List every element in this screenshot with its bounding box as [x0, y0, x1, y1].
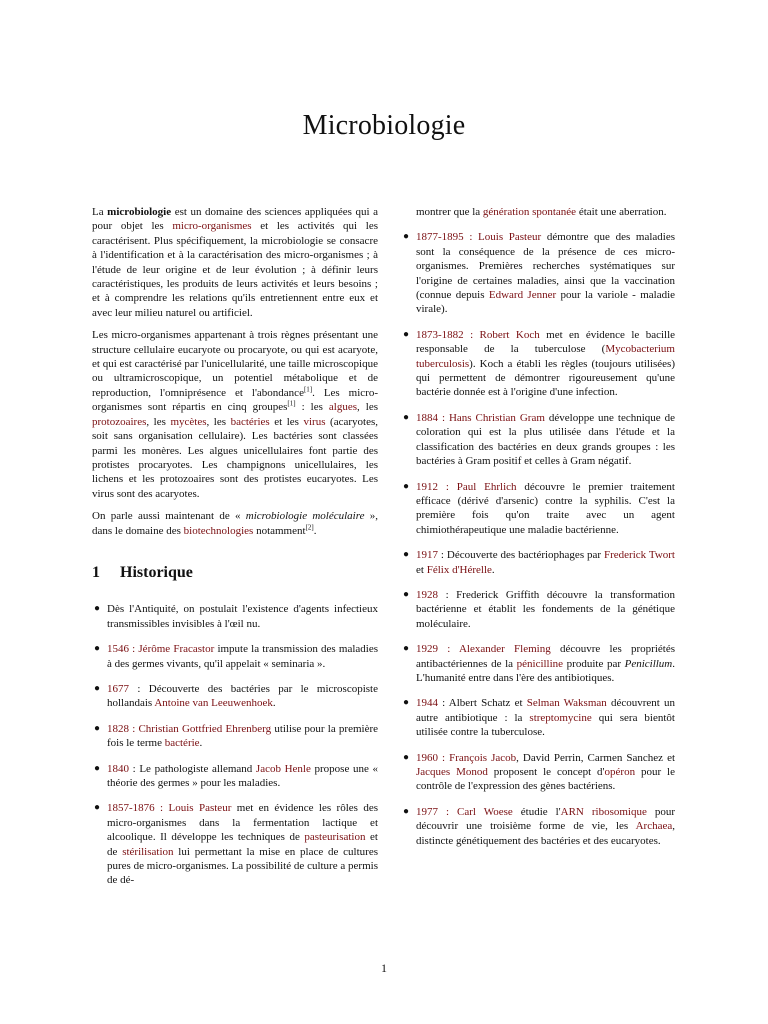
text-run: qui sera bientôt utilisée contre la tuberculose.: [416, 711, 675, 739]
text-run: pour le contrôle de l'expression des gènes bactériens.: [416, 766, 675, 793]
history-list-left: [92, 602, 378, 888]
link-archaea[interactable]: Archaea: [635, 820, 673, 833]
text-run: lui permettant la mise en place de cultures pures de micro-organismes. La possibilité de culture a permis de dé-: [107, 845, 378, 887]
link-ehrenberg[interactable]: 1828 : Christian Gottfried Ehrenberg: [107, 722, 272, 735]
text-run: et les activités qui les caractérisent. Plus spécifiquement, la microbiologie se consacre à l'identification et à la caractérisation des micro-organismes ; à l'étude de leur origine et de leur évolution ; à définir leurs caractéristiques, les produits de leurs activités et leurs besoins ; et à comprendre les relations qu'ils entretiennent entre eux et avec leur milieu naturel ou artificiel.: [92, 220, 378, 319]
list-item: [92, 602, 378, 631]
reference-link[interactable]: [2]: [305, 522, 314, 531]
intro-paragraph-3: [92, 509, 378, 538]
text-run: découvrent un autre antibiotique : la: [416, 697, 675, 724]
text-run: , David Perrin, Carmen Sanchez et: [516, 751, 676, 764]
link-alexander-fleming[interactable]: 1929 : Alexander Fleming: [416, 643, 551, 656]
link-bacterie[interactable]: bactérie: [164, 737, 200, 750]
list-item: [401, 328, 675, 400]
text-run: .: [313, 524, 317, 537]
text-run: met en évidence les rôles des micro-organismes dans la fermentation lactique et alcoolique. Il développe les techniques de: [107, 802, 378, 844]
text-run: et: [416, 563, 427, 576]
text-run: .: [272, 697, 276, 710]
link-operon[interactable]: opéron: [604, 766, 636, 778]
text-run: On parle aussi maintenant de «: [92, 510, 246, 523]
text-run: : les: [295, 401, 329, 414]
link-felix-dherelle[interactable]: Félix d'Hérelle: [426, 563, 492, 576]
text-run: et les: [269, 415, 304, 428]
text-run: produite par: [563, 657, 625, 670]
bullet-icon: ●: [94, 722, 101, 734]
text-run: La: [92, 206, 108, 218]
text-run: proposent le concept d': [487, 766, 605, 778]
text-run: étudie l': [512, 805, 561, 818]
list-item: [401, 588, 675, 631]
link-algues[interactable]: algues: [328, 401, 358, 414]
link-jerome-fracastor[interactable]: 1546 : Jérôme Fracastor: [107, 643, 215, 656]
list-item: [92, 682, 378, 711]
link-1840[interactable]: 1840: [107, 762, 129, 775]
bullet-icon: ●: [94, 802, 101, 814]
list-item: [401, 696, 675, 739]
text-run: propose une « théorie des germes » pour les maladies.: [107, 762, 378, 789]
section-heading: [92, 563, 378, 581]
link-leeuwenhoek[interactable]: Antoine van Leeuwenhoek: [154, 697, 273, 710]
page-number: 1: [381, 961, 387, 975]
text-run: . L'humanité entre dans l'ère des antibiotiques.: [416, 657, 675, 684]
text-run: développe une technique de coloration qui est la plus utilisée dans l'étude et la classification des bactéries en deux grands groupes : les bactéries à Gram positif et celles à Gram négatif.: [416, 411, 675, 468]
text-run: ). Koch a établi les règles (toujours utilisées) qui permettent de démontrer rigoureusement qu'une bactérie donnée est à l'origine d'une infection.: [416, 357, 675, 399]
text-run: : Albert Schatz et: [438, 697, 527, 710]
link-1928[interactable]: 1928: [416, 588, 438, 601]
bullet-icon: ●: [403, 328, 410, 340]
list-item: [401, 480, 675, 538]
link-selman-waksman[interactable]: Selman Waksman: [526, 697, 607, 710]
link-hans-christian-gram[interactable]: 1884 : Hans Christian Gram: [416, 411, 545, 424]
term-bold: microbiologie: [107, 206, 172, 218]
link-virus[interactable]: virus: [303, 415, 326, 428]
link-mycetes[interactable]: mycètes: [170, 415, 207, 428]
text-run: pour découvrir une troisième forme de vie, les: [416, 805, 675, 833]
bullet-icon: ●: [94, 682, 101, 694]
link-streptomycine[interactable]: streptomycine: [529, 711, 592, 724]
text-run: notamment: [253, 524, 306, 537]
text-run: , les: [146, 415, 171, 428]
page-title: Microbiologie: [302, 110, 466, 141]
text-run: Dès l'Antiquité, on postulait l'existence d'agents infectieux transmissibles invisibles à l'œil nu.: [107, 603, 378, 630]
list-item: [92, 722, 378, 751]
list-item: [92, 642, 378, 671]
bullet-icon: ●: [403, 697, 410, 709]
bullet-icon: ●: [403, 411, 410, 423]
link-sterilisation[interactable]: stérilisation: [122, 845, 174, 858]
link-micro-organismes[interactable]: micro-organismes: [172, 220, 252, 233]
bullet-icon: ●: [94, 603, 101, 615]
text-run: découvre les propriétés antibactériennes de la: [416, 643, 675, 670]
link-1944[interactable]: 1944: [416, 697, 438, 710]
bullet-icon: ●: [403, 588, 410, 600]
text-run: .: [199, 737, 203, 750]
link-louis-pasteur[interactable]: 1857-1876 : Louis Pasteur: [107, 802, 232, 815]
text-run: met en évidence le bacille responsable de la tuberculose (: [416, 328, 676, 356]
list-item: [401, 642, 675, 685]
list-item: [92, 801, 378, 887]
intro-paragraph-2: [92, 328, 378, 501]
text-run: , les: [206, 415, 231, 428]
reference-link[interactable]: [1]: [287, 399, 296, 408]
link-generation-spontanee[interactable]: génération spontanée: [482, 206, 577, 218]
text-run: découvre le premier traitement efficace (dérivé d'arsenic) contre la syphilis. C'est la première fois qu'on traite avec un agent chimiothérapeutique une maladie bactérienne.: [416, 480, 675, 536]
intro-paragraph-1: [92, 205, 378, 320]
text-run: utilise pour la première fois le terme: [107, 722, 378, 750]
link-paul-ehrlich[interactable]: 1912 : Paul Ehrlich: [416, 480, 517, 493]
text-run: », dans le domaine des: [92, 510, 378, 537]
link-1917[interactable]: 1917: [416, 549, 438, 562]
text-run: , les: [357, 401, 378, 414]
section-number: 1: [92, 563, 100, 581]
right-column: [401, 205, 675, 859]
list-item-continuation: [401, 205, 675, 219]
bullet-icon: ●: [94, 643, 101, 655]
text-run: : Découverte des bactéries par le microscopiste hollandais: [107, 682, 378, 710]
link-jacob-henle[interactable]: Jacob Henle: [255, 762, 311, 775]
link-bacteries[interactable]: bactéries: [230, 415, 270, 428]
text-run: . Les micro-organismes sont répartis en cinq groupes: [92, 386, 378, 414]
link-mycobacterium-tuberculosis[interactable]: Mycobacterium tuberculosis: [416, 343, 675, 370]
list-item: [401, 230, 675, 316]
bullet-icon: ●: [403, 231, 410, 243]
bullet-icon: ●: [403, 805, 410, 817]
section-title: Historique: [120, 563, 193, 581]
text-run: est un domaine des sciences appliquées qui a pour objet les: [92, 206, 378, 233]
link-penicilline[interactable]: pénicilline: [516, 657, 564, 670]
text-run: montrer que la: [416, 206, 483, 218]
bullet-icon: ●: [403, 480, 410, 492]
text-run: : Le pathologiste allemand: [129, 762, 256, 775]
link-francois-jacob[interactable]: 1960 : François Jacob: [416, 751, 517, 764]
text-run: était une aberration.: [576, 206, 667, 218]
text-run: : Frederick Griffith découvre la transformation bactérienne et établit les fondements de la génétique moléculaire.: [416, 588, 675, 630]
link-louis-pasteur-1877[interactable]: 1877-1895 : Louis Pasteur: [416, 231, 542, 244]
list-item: [401, 751, 675, 794]
text-run: impute la transmission des maladies à des germes vivants, qu'il appelait « seminaria ».: [107, 643, 378, 670]
reference-link[interactable]: [1]: [303, 385, 313, 394]
link-pasteurisation[interactable]: pasteurisation: [304, 831, 366, 844]
text-run: (acaryotes, soit sans organisation cellulaire). Les bactéries sont classées parmi les monères. Les algues unicellulaires font partie des protistes procaryotes. Les champignons unicellulaires, les lichens et les protozoaires sont des protistes eucaryotes. Les virus sont des acaryotes.: [92, 415, 378, 500]
list-item: [401, 805, 675, 848]
text-run: : Découverte des bactériophages par: [438, 549, 604, 562]
link-biotechnologies[interactable]: biotechnologies: [183, 524, 254, 537]
link-1677[interactable]: 1677: [107, 682, 129, 695]
bullet-icon: ●: [94, 762, 101, 774]
text-run: pour la variole - maladie virale).: [416, 289, 676, 316]
left-column: [92, 205, 378, 899]
text-run: , distincte génétiquement des bactéries et des eucaryotes.: [416, 820, 675, 847]
link-carl-woese[interactable]: 1977 : Carl Woese: [416, 805, 513, 818]
list-item: [401, 548, 675, 577]
bullet-icon: ●: [403, 549, 410, 561]
term-italic: microbiologie moléculaire: [245, 510, 365, 523]
link-robert-koch[interactable]: 1873-1882 : Robert Koch: [416, 328, 540, 341]
text-run: .: [491, 563, 495, 576]
link-arn-ribosomique[interactable]: ARN ribosomique: [560, 805, 647, 818]
text-run: et de: [107, 831, 378, 858]
link-protozoaires[interactable]: protozoaires: [92, 415, 147, 428]
history-list-right: [401, 230, 675, 848]
link-jacques-monod[interactable]: Jacques Monod: [416, 766, 488, 778]
link-edward-jenner[interactable]: Edward Jenner: [488, 289, 557, 302]
list-item: [401, 411, 675, 469]
bullet-icon: ●: [403, 643, 410, 655]
link-frederick-twort[interactable]: Frederick Twort: [604, 549, 675, 562]
term-italic: Penicillum: [624, 657, 673, 670]
text-run: Les micro-organismes appartenant à trois règnes présentant une structure cellulaire eucaryote ou procaryote, ou qui est acaryote, et qui est caractérisé par l'unicellularité, une taille microscopique ou ultramicroscopique, un potentiel métabolique et de reproduction, l'omniprésence et l'abondance: [92, 329, 378, 399]
list-item: [92, 762, 378, 791]
bullet-icon: ●: [403, 751, 410, 763]
text-run: démontre que des maladies sont la conséquence de la présence de ces micro-organismes. Premières recherches systématiques sur l'origine de certaines maladies, ainsi que la vaccination (connue depuis: [416, 231, 675, 302]
